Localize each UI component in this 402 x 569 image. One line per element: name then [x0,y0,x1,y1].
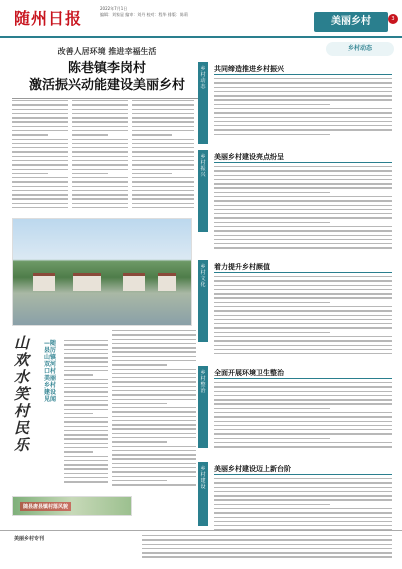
text-line [214,129,392,130]
right-column-header: 乡村动态 [326,42,394,56]
text-line [64,473,108,474]
text-line [214,125,392,126]
text-line [142,556,392,557]
text-line [112,437,196,438]
text-line [214,499,392,500]
photo-building [73,273,101,291]
text-line [214,495,392,496]
text-line [72,134,108,135]
text-line [64,430,108,431]
text-line [12,186,68,187]
text-line [72,139,128,140]
text-line [112,424,196,425]
text-line [132,173,172,174]
text-line [132,207,194,208]
text-line [12,117,68,118]
text-line [64,340,108,341]
text-line [12,198,68,199]
text-line [112,416,196,417]
section-banner: 美丽乡村 [314,12,388,32]
text-line [214,104,330,105]
text-line [214,170,392,171]
text-line [112,433,196,434]
text-line [214,487,392,488]
text-line [214,134,330,135]
text-line [214,200,392,201]
article-rule [214,474,392,475]
text-line [112,351,196,352]
text-line [214,353,392,354]
article-body [214,276,392,360]
text-line [72,203,128,204]
text-line [214,239,392,240]
text-line [64,460,108,461]
text-line [72,100,128,101]
text-line [214,179,392,180]
calligraphy-title [12,335,40,490]
text-line [132,169,194,170]
lead-subhead: 改善人居环境 推进幸福生活 [57,47,157,56]
text-line [214,82,392,83]
lead-headline: 陈巷镇李岗村 激活振兴动能建设美丽乡村 [28,61,185,93]
text-line [64,443,108,444]
text-line [112,411,196,412]
text-line [112,463,196,464]
text-line [12,139,68,140]
text-line [72,207,128,208]
text-line [64,426,108,427]
text-line [12,181,68,182]
article-title: 全面开展环境卫生整治 [214,369,284,377]
text-line [112,399,196,400]
section-strip: 乡 村 建 设 [198,462,208,526]
text-line [214,408,330,409]
banner-photo-caption: 随县唐县镇村落风貌 [20,502,71,511]
text-line [112,407,196,408]
text-line [64,400,108,401]
text-line [214,175,392,176]
article-rule [214,378,392,379]
text-line [64,456,108,457]
article-title: 美丽乡村建设迈上新台阶 [214,465,291,473]
text-line [112,386,196,387]
text-line [214,504,330,505]
text-line [12,156,68,157]
text-line [12,130,68,131]
text-line [72,104,128,105]
text-line [112,403,167,404]
text-line [112,467,196,468]
text-line [214,121,392,122]
text-line [132,160,194,161]
text-line [112,446,196,447]
text-line [214,213,392,214]
text-line [72,130,128,131]
village-photo [12,218,192,326]
text-line [112,450,196,451]
text-lines [12,100,68,208]
text-lines [64,340,108,483]
text-line [132,164,194,165]
text-line [214,336,392,337]
article-title: 共同缔造推进乡村振兴 [214,65,284,73]
text-line [112,458,196,459]
text-line [214,349,392,350]
text-line [132,190,194,191]
issue-editors: 编辑：刘家显 编审：刘丹 校对：程华 排版：陈莉 [100,12,188,17]
text-line [214,183,392,184]
text-line [64,396,108,397]
text-line [132,113,194,114]
text-line [12,177,68,178]
text-line [112,471,196,472]
text-line [132,194,194,195]
text-line [132,104,194,105]
text-line [214,91,392,92]
text-line [214,391,392,392]
text-line [214,482,392,483]
text-line [112,334,196,335]
text-line [64,370,108,371]
text-line [72,164,128,165]
text-line [214,117,392,118]
photo-building [33,273,55,291]
text-line [214,289,392,290]
text-line [214,297,392,298]
article-title: 着力提升乡村颜值 [214,263,270,271]
text-line [214,403,392,404]
text-line [214,192,330,193]
text-line [214,230,392,231]
text-line [132,151,194,152]
text-line [214,345,392,346]
text-line [12,143,68,144]
text-line [12,169,68,170]
footer-text [142,535,392,561]
text-line [214,491,392,492]
lead-body-col-1 [12,100,68,212]
text-line [64,361,108,362]
lead-body-col-4 [112,330,196,490]
text-line [72,143,128,144]
text-line [64,438,108,439]
text-line [214,95,392,96]
text-line [64,344,108,345]
text-line [12,121,68,122]
page-number: 3 [388,14,398,24]
text-line [112,373,196,374]
newspaper-name: 随州日报 [14,9,83,28]
text-line [112,394,196,395]
text-line [214,209,392,210]
text-line [72,173,108,174]
text-line [214,293,392,294]
text-line [64,404,108,405]
text-line [142,539,392,540]
text-line [214,235,392,236]
text-line [112,476,196,477]
text-line [64,447,108,448]
text-line [72,169,128,170]
lead-body-col-3 [132,100,194,212]
text-line [72,121,128,122]
text-line [132,134,172,135]
text-line [64,421,108,422]
text-line [12,147,68,148]
text-line [214,340,392,341]
text-line [64,379,108,380]
text-line [64,468,108,469]
article-title: 美丽乡村建设亮点纷呈 [214,153,284,161]
lead-article [12,42,202,103]
text-lines [72,100,128,208]
text-lines [112,330,196,486]
text-line [12,207,68,208]
text-line [112,339,196,340]
text-line [214,425,392,426]
text-line [12,109,68,110]
text-line [64,464,108,465]
text-line [214,521,392,522]
text-line [112,330,196,331]
text-line [72,109,128,110]
text-line [12,173,48,174]
text-line [132,139,194,140]
text-line [64,434,108,435]
text-line [12,203,68,204]
text-line [214,478,392,479]
text-line [214,187,392,188]
text-line [214,429,392,430]
section-strip: 乡 村 整 治 [198,366,208,448]
text-line [214,323,392,324]
article-rule [214,272,392,273]
text-line [112,420,196,421]
text-line [12,113,68,114]
text-line [132,100,194,101]
masthead [0,0,402,38]
text-line [214,78,392,79]
text-line [112,369,196,370]
text-line [132,143,194,144]
text-line [214,433,392,434]
text-line [142,552,392,553]
text-line [112,356,196,357]
text-line [132,181,194,182]
text-line [112,428,196,429]
text-line [112,454,196,455]
text-line [214,399,392,400]
issue-info [100,6,188,18]
article-body [214,478,392,534]
text-line [64,353,108,354]
text-line [64,374,93,375]
text-line [112,377,196,378]
text-line [72,117,128,118]
text-line [72,147,128,148]
text-line [214,222,330,223]
photo-building [123,273,145,291]
text-line [142,548,392,549]
text-line [214,280,392,281]
text-line [214,205,392,206]
text-line [72,186,128,187]
text-line [112,343,196,344]
text-line [214,108,392,109]
text-line [64,391,108,392]
text-line [214,196,392,197]
text-line [64,409,108,410]
text-line [214,412,392,413]
text-line [64,481,108,482]
text-line [214,508,392,509]
text-line [142,535,392,536]
text-line [214,99,392,100]
text-line [214,446,392,447]
text-line [132,130,194,131]
text-line [12,190,68,191]
text-line [214,386,392,387]
text-line [132,198,194,199]
text-line [214,319,392,320]
text-line [214,306,392,307]
article-rule [214,162,392,163]
text-lines [142,535,392,558]
text-line [112,390,196,391]
text-line [214,327,392,328]
text-line [72,160,128,161]
text-line [214,276,392,277]
text-line [112,441,167,442]
lead-body-col-2 [72,100,128,212]
text-line [214,517,392,518]
text-line [132,121,194,122]
headline-rule [12,98,202,99]
text-line [132,203,194,204]
text-line [214,112,392,113]
text-line [112,347,196,348]
text-line [214,302,330,303]
text-line [132,117,194,118]
text-line [132,177,194,178]
issue-date: 2022年7月1日 [100,6,128,11]
text-line [64,417,108,418]
text-line [64,451,93,452]
text-line [12,160,68,161]
text-line [72,113,128,114]
text-line [214,166,392,167]
text-line [214,395,392,396]
text-line [214,217,392,218]
text-line [112,381,196,382]
text-line [72,177,128,178]
text-line [72,181,128,182]
text-line [72,194,128,195]
text-line [214,332,330,333]
text-line [142,544,392,545]
text-line [214,416,392,417]
text-line [214,525,392,526]
text-line [72,156,128,157]
text-line [132,147,194,148]
text-line [12,100,68,101]
text-line [12,104,68,105]
text-line [214,226,392,227]
text-line [112,484,196,485]
text-line [132,186,194,187]
text-line [12,126,68,127]
text-line [214,438,330,439]
photo-building [158,273,176,291]
text-line [214,247,392,248]
calligraphy-subtitle: —随县厉山镇双河口村美丽乡村建设见闻 [44,340,57,403]
article-body [214,166,392,252]
section-strip: 乡 村 文 化 [198,260,208,342]
text-line [214,285,392,286]
text-line [72,126,128,127]
text-line [72,198,128,199]
text-line [214,382,392,383]
text-line [12,194,68,195]
article-body [214,78,392,142]
text-line [12,164,68,165]
text-line [132,156,194,157]
text-line [132,126,194,127]
text-line [64,477,108,478]
calligraphy-main: 山欢水笑村民乐 [14,334,30,454]
text-line [214,87,392,88]
text-line [12,134,48,135]
text-line [132,109,194,110]
text-line [214,315,392,316]
text-line [12,151,68,152]
text-line [64,383,108,384]
text-line [214,442,392,443]
text-line [64,366,108,367]
text-line [72,151,128,152]
text-line [72,190,128,191]
text-line [214,421,392,422]
section-strip: 乡 村 动 态 [198,62,208,144]
footer [0,530,402,569]
footer-label: 美丽乡村专刊 [14,536,45,542]
cal-body-col [64,340,108,490]
text-line [64,349,108,350]
text-line [112,480,167,481]
text-line [64,387,108,388]
text-line [64,357,108,358]
text-line [64,413,93,414]
article-rule [214,74,392,75]
section-strip: 乡 村 振 兴 [198,150,208,232]
text-line [214,512,392,513]
text-line [112,364,167,365]
text-lines [132,100,194,208]
text-line [112,360,196,361]
text-line [214,243,392,244]
text-line [214,310,392,311]
article-body [214,382,392,454]
